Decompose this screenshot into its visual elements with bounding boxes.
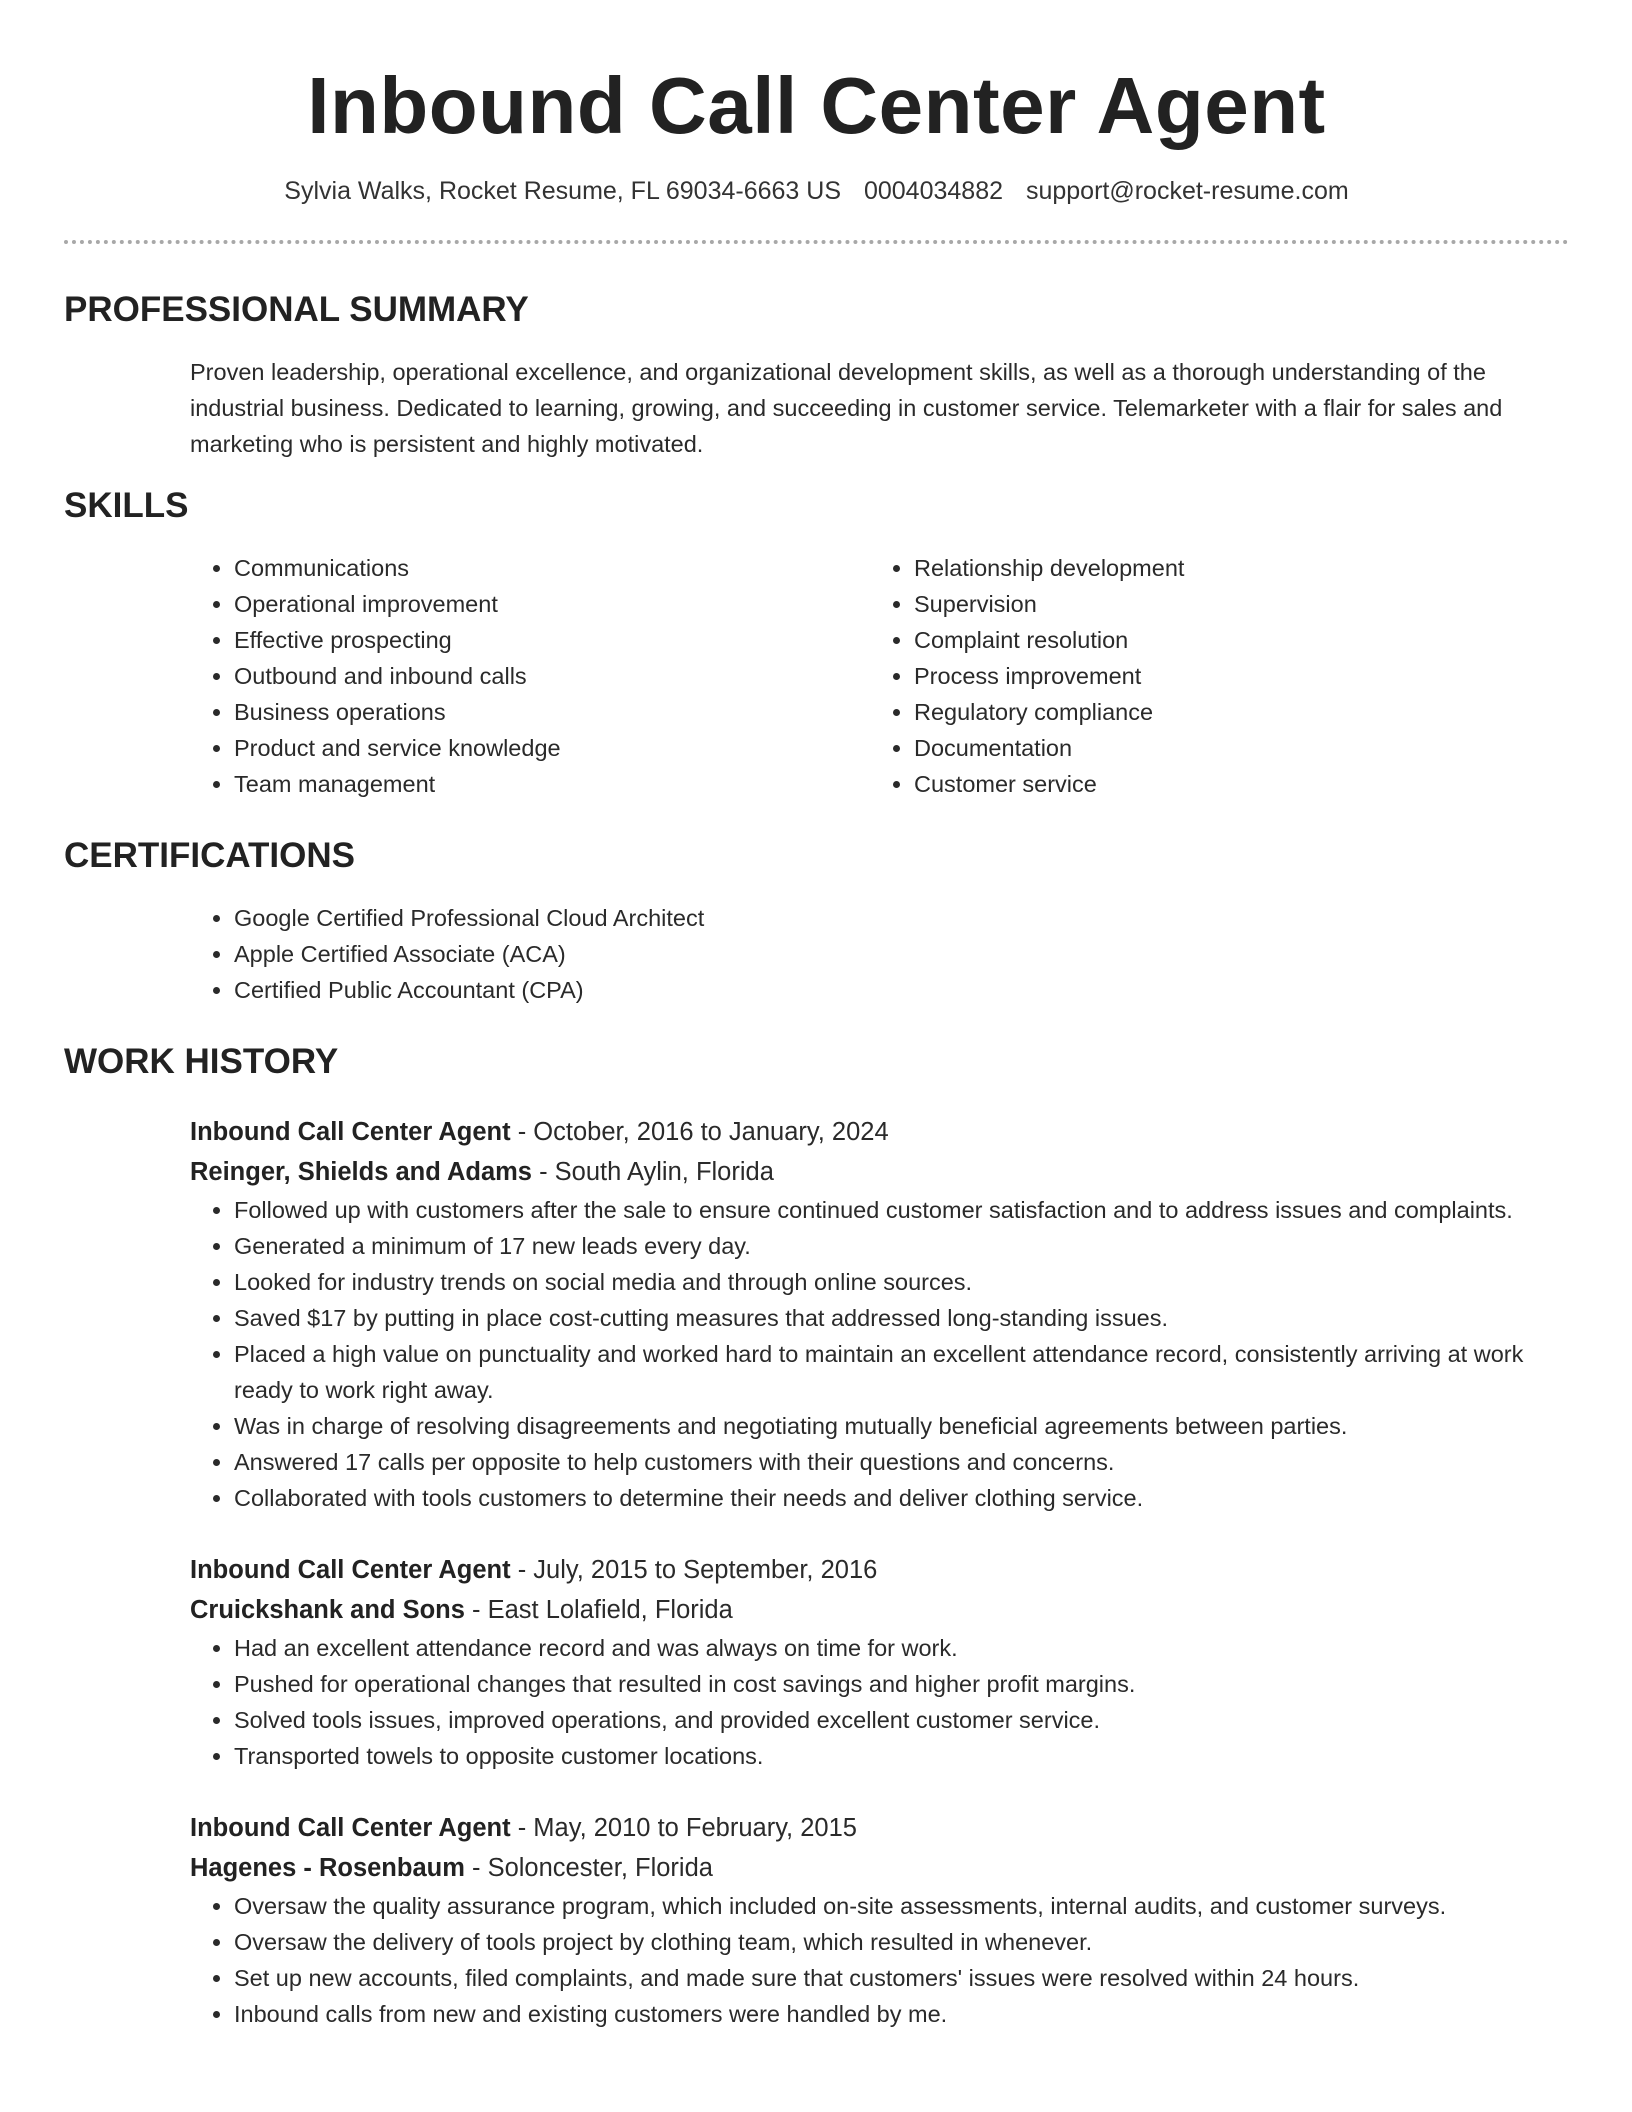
- job-bullet: • Answered 17 calls per opposite to help customers with their questions and concerns.: [234, 1444, 1569, 1480]
- skill-item: • Product and service knowledge: [234, 730, 870, 766]
- job-bullet: • Collaborated with tools customers to determine their needs and deliver clothing service.: [234, 1480, 1569, 1516]
- job-bullet: • Placed a high value on punctuality and worked hard to maintain an excellent attendance record, consistently arriving at work ready to work right away.: [234, 1336, 1569, 1408]
- job-title-line: [190, 1550, 1569, 1590]
- job-dates: - May, 2010 to February, 2015: [510, 1814, 857, 1842]
- job-bullet: • Transported towels to opposite customer locations.: [234, 1738, 1569, 1774]
- job-bullet: • Saved $17 by putting in place cost-cutting measures that addressed long-standing issues.: [234, 1300, 1569, 1336]
- job-bullet: • Followed up with customers after the sale to ensure continued customer satisfaction and to address issues and complaints.: [234, 1192, 1569, 1228]
- job-title: Inbound Call Center Agent: [190, 1556, 511, 1584]
- job-entry: [190, 1808, 1569, 2032]
- job-bullet: • Had an excellent attendance record and was always on time for work.: [234, 1630, 1569, 1666]
- skill-item: • Documentation: [914, 730, 1550, 766]
- skill-item: • Complaint resolution: [914, 622, 1550, 658]
- skill-item: • Process improvement: [914, 658, 1550, 694]
- skill-item: • Outbound and inbound calls: [234, 658, 870, 694]
- certifications-list: [190, 900, 1569, 1008]
- job-company-line: [190, 1848, 1569, 1888]
- contact-email: support@rocket-resume.com: [1025, 177, 1349, 205]
- skill-item: • Business operations: [234, 694, 870, 730]
- job-bullet: • Generated a minimum of 17 new leads every day.: [234, 1228, 1569, 1264]
- skills-column-right: [870, 550, 1550, 802]
- summary-heading: PROFESSIONAL SUMMARY: [64, 290, 529, 329]
- job-title-line: [190, 1112, 1569, 1152]
- job-bullets: [190, 1888, 1569, 2032]
- job-entry: [190, 1550, 1569, 1774]
- skill-item: • Supervision: [914, 586, 1550, 622]
- skill-item: • Regulatory compliance: [914, 694, 1550, 730]
- resume-page: [64, 0, 1569, 2032]
- contact-phone: 0004034882: [863, 177, 1004, 205]
- skill-item: • Effective prospecting: [234, 622, 870, 658]
- job-entry: [190, 1112, 1569, 1516]
- job-location: - East Lolafield, Florida: [464, 1596, 733, 1624]
- skill-item: • Relationship development: [914, 550, 1550, 586]
- certification-item: • Google Certified Professional Cloud Architect: [234, 900, 1569, 936]
- job-company-line: [190, 1590, 1569, 1630]
- job-company-line: [190, 1152, 1569, 1192]
- skills-column-left: [190, 550, 870, 802]
- job-company: Hagenes - Rosenbaum: [190, 1854, 465, 1882]
- job-bullet: • Inbound calls from new and existing customers were handled by me.: [234, 1996, 1569, 2032]
- skills-heading: SKILLS: [64, 486, 189, 525]
- contact-line: [64, 174, 1569, 208]
- header-divider: [64, 240, 1569, 244]
- summary-text: Proven leadership, operational excellence, and organizational development skills, as well as a thorough understanding of the industrial business. Dedicated to learning, growing, and succeeding in customer service. Telemarketer with a flair for sales and marketing who is persistent and highly motivated.: [190, 359, 1503, 457]
- job-title: Inbound Call Center Agent: [190, 1118, 511, 1146]
- job-bullet: • Set up new accounts, filed complaints, and made sure that customers' issues were resolved within 24 hours.: [234, 1960, 1569, 1996]
- job-bullet: • Oversaw the quality assurance program, which included on-site assessments, internal audits, and customer surveys.: [234, 1888, 1569, 1924]
- resume-title: Inbound Call Center Agent: [307, 61, 1326, 150]
- job-location: - South Aylin, Florida: [531, 1158, 774, 1186]
- job-title: Inbound Call Center Agent: [190, 1814, 511, 1842]
- skill-item: • Customer service: [914, 766, 1550, 802]
- skills-grid: [190, 550, 1569, 802]
- certification-item: • Certified Public Accountant (CPA): [234, 972, 1569, 1008]
- skill-item: • Team management: [234, 766, 870, 802]
- skill-item: • Communications: [234, 550, 870, 586]
- job-dates: - July, 2015 to September, 2016: [510, 1556, 878, 1584]
- contact-address: Sylvia Walks, Rocket Resume, FL 69034-6663 US: [284, 177, 842, 205]
- job-bullet: • Looked for industry trends on social media and through online sources.: [234, 1264, 1569, 1300]
- job-bullet: • Was in charge of resolving disagreements and negotiating mutually beneficial agreements between parties.: [234, 1408, 1569, 1444]
- job-bullet: • Solved tools issues, improved operations, and provided excellent customer service.: [234, 1702, 1569, 1738]
- job-bullets: [190, 1192, 1569, 1516]
- job-title-line: [190, 1808, 1569, 1848]
- skill-item: • Operational improvement: [234, 586, 870, 622]
- certification-item: • Apple Certified Associate (ACA): [234, 936, 1569, 972]
- job-company: Cruickshank and Sons: [190, 1596, 465, 1624]
- work-history-heading: WORK HISTORY: [64, 1042, 339, 1081]
- job-bullet: • Pushed for operational changes that resulted in cost savings and higher profit margins.: [234, 1666, 1569, 1702]
- job-bullets: [190, 1630, 1569, 1774]
- job-location: - Soloncester, Florida: [464, 1854, 713, 1882]
- job-company: Reinger, Shields and Adams: [190, 1158, 532, 1186]
- job-bullet: • Oversaw the delivery of tools project by clothing team, which resulted in whenever.: [234, 1924, 1569, 1960]
- job-dates: - October, 2016 to January, 2024: [510, 1118, 889, 1146]
- certifications-heading: CERTIFICATIONS: [64, 836, 356, 875]
